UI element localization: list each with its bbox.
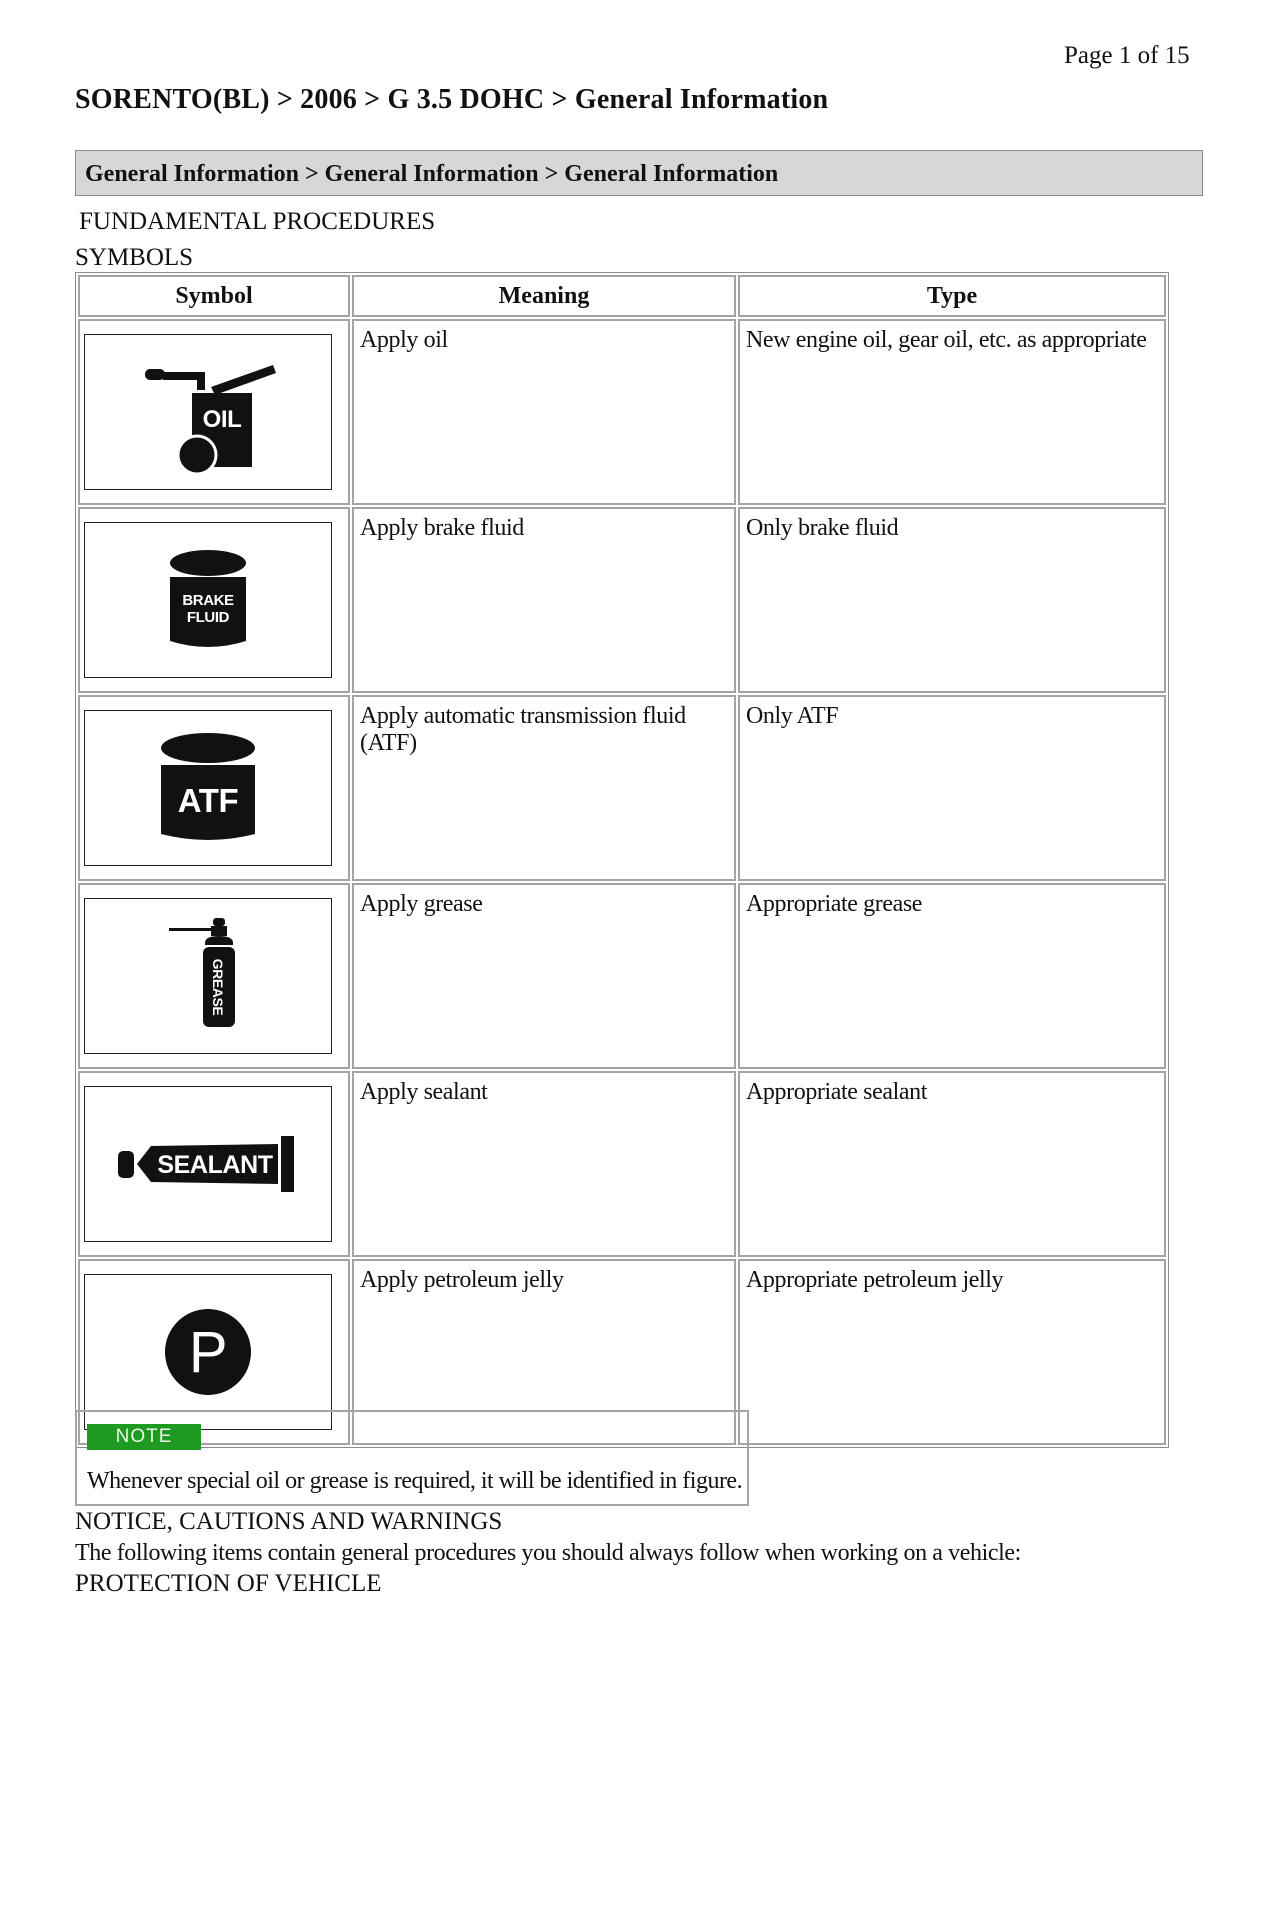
meaning-cell: Apply automatic transmission fluid (ATF) bbox=[352, 695, 736, 881]
table-row bbox=[78, 883, 1166, 1069]
petroleum-jelly-icon bbox=[158, 1302, 258, 1402]
type-cell: Only brake fluid bbox=[738, 507, 1166, 693]
header-meaning: Meaning bbox=[352, 275, 736, 317]
type-cell: Appropriate grease bbox=[738, 883, 1166, 1069]
header-type: Type bbox=[738, 275, 1166, 317]
brake-fluid-can-icon bbox=[163, 545, 253, 655]
symbol-frame bbox=[84, 1086, 332, 1242]
subheading-fundamental-procedures: FUNDAMENTAL PROCEDURES bbox=[79, 208, 436, 235]
table-row bbox=[78, 507, 1166, 693]
table-header-row bbox=[78, 275, 1166, 317]
svg-text:SEALANT: SEALANT bbox=[157, 1151, 273, 1179]
header-symbol: Symbol bbox=[78, 275, 350, 317]
notice-heading: NOTICE, CAUTIONS AND WARNINGS bbox=[75, 1508, 503, 1535]
type-cell: Appropriate sealant bbox=[738, 1071, 1166, 1257]
protection-heading: PROTECTION OF VEHICLE bbox=[75, 1570, 382, 1597]
page-number: Page 1 of 15 bbox=[1064, 42, 1190, 69]
meaning-cell: Apply petroleum jelly bbox=[352, 1259, 736, 1445]
symbol-frame bbox=[84, 1274, 332, 1430]
svg-text:ATF: ATF bbox=[177, 782, 239, 819]
type-cell: Appropriate petroleum jelly bbox=[738, 1259, 1166, 1445]
svg-text:OIL: OIL bbox=[202, 406, 242, 433]
table-row bbox=[78, 319, 1166, 505]
oil-can-icon bbox=[133, 347, 283, 477]
symbol-cell bbox=[78, 507, 350, 693]
symbol-frame bbox=[84, 522, 332, 678]
note-badge: NOTE bbox=[87, 1424, 201, 1450]
subheading-symbols: SYMBOLS bbox=[75, 244, 194, 271]
grease-can-icon bbox=[163, 913, 253, 1039]
type-cell: New engine oil, gear oil, etc. as appropriate bbox=[738, 319, 1166, 505]
symbol-cell bbox=[78, 319, 350, 505]
svg-text:GREASE: GREASE bbox=[210, 958, 226, 1016]
symbols-table bbox=[75, 272, 1169, 1448]
note-text: Whenever special oil or grease is required, it will be identified in figure. bbox=[87, 1468, 743, 1494]
page-title: SORENTO(BL) > 2006 > G 3.5 DOHC > General Information bbox=[75, 84, 829, 115]
sealant-tube-icon bbox=[113, 1124, 303, 1204]
symbol-frame bbox=[84, 334, 332, 490]
svg-text:P: P bbox=[188, 1320, 228, 1385]
atf-can-icon bbox=[153, 728, 263, 848]
svg-text:FLUID: FLUID bbox=[186, 609, 230, 626]
symbol-frame bbox=[84, 710, 332, 866]
symbol-cell bbox=[78, 1071, 350, 1257]
section-breadcrumb: General Information > General Information > General Information bbox=[75, 150, 1203, 196]
symbol-cell bbox=[78, 883, 350, 1069]
svg-text:BRAKE: BRAKE bbox=[182, 592, 234, 609]
meaning-cell: Apply oil bbox=[352, 319, 736, 505]
meaning-cell: Apply sealant bbox=[352, 1071, 736, 1257]
table-row bbox=[78, 1071, 1166, 1257]
table-row bbox=[78, 695, 1166, 881]
body-paragraph: The following items contain general procedures you should always follow when working on a vehicle: bbox=[75, 1540, 1021, 1566]
note-box bbox=[75, 1410, 749, 1506]
symbol-frame bbox=[84, 898, 332, 1054]
meaning-cell: Apply brake fluid bbox=[352, 507, 736, 693]
meaning-cell: Apply grease bbox=[352, 883, 736, 1069]
type-cell: Only ATF bbox=[738, 695, 1166, 881]
symbol-cell bbox=[78, 695, 350, 881]
